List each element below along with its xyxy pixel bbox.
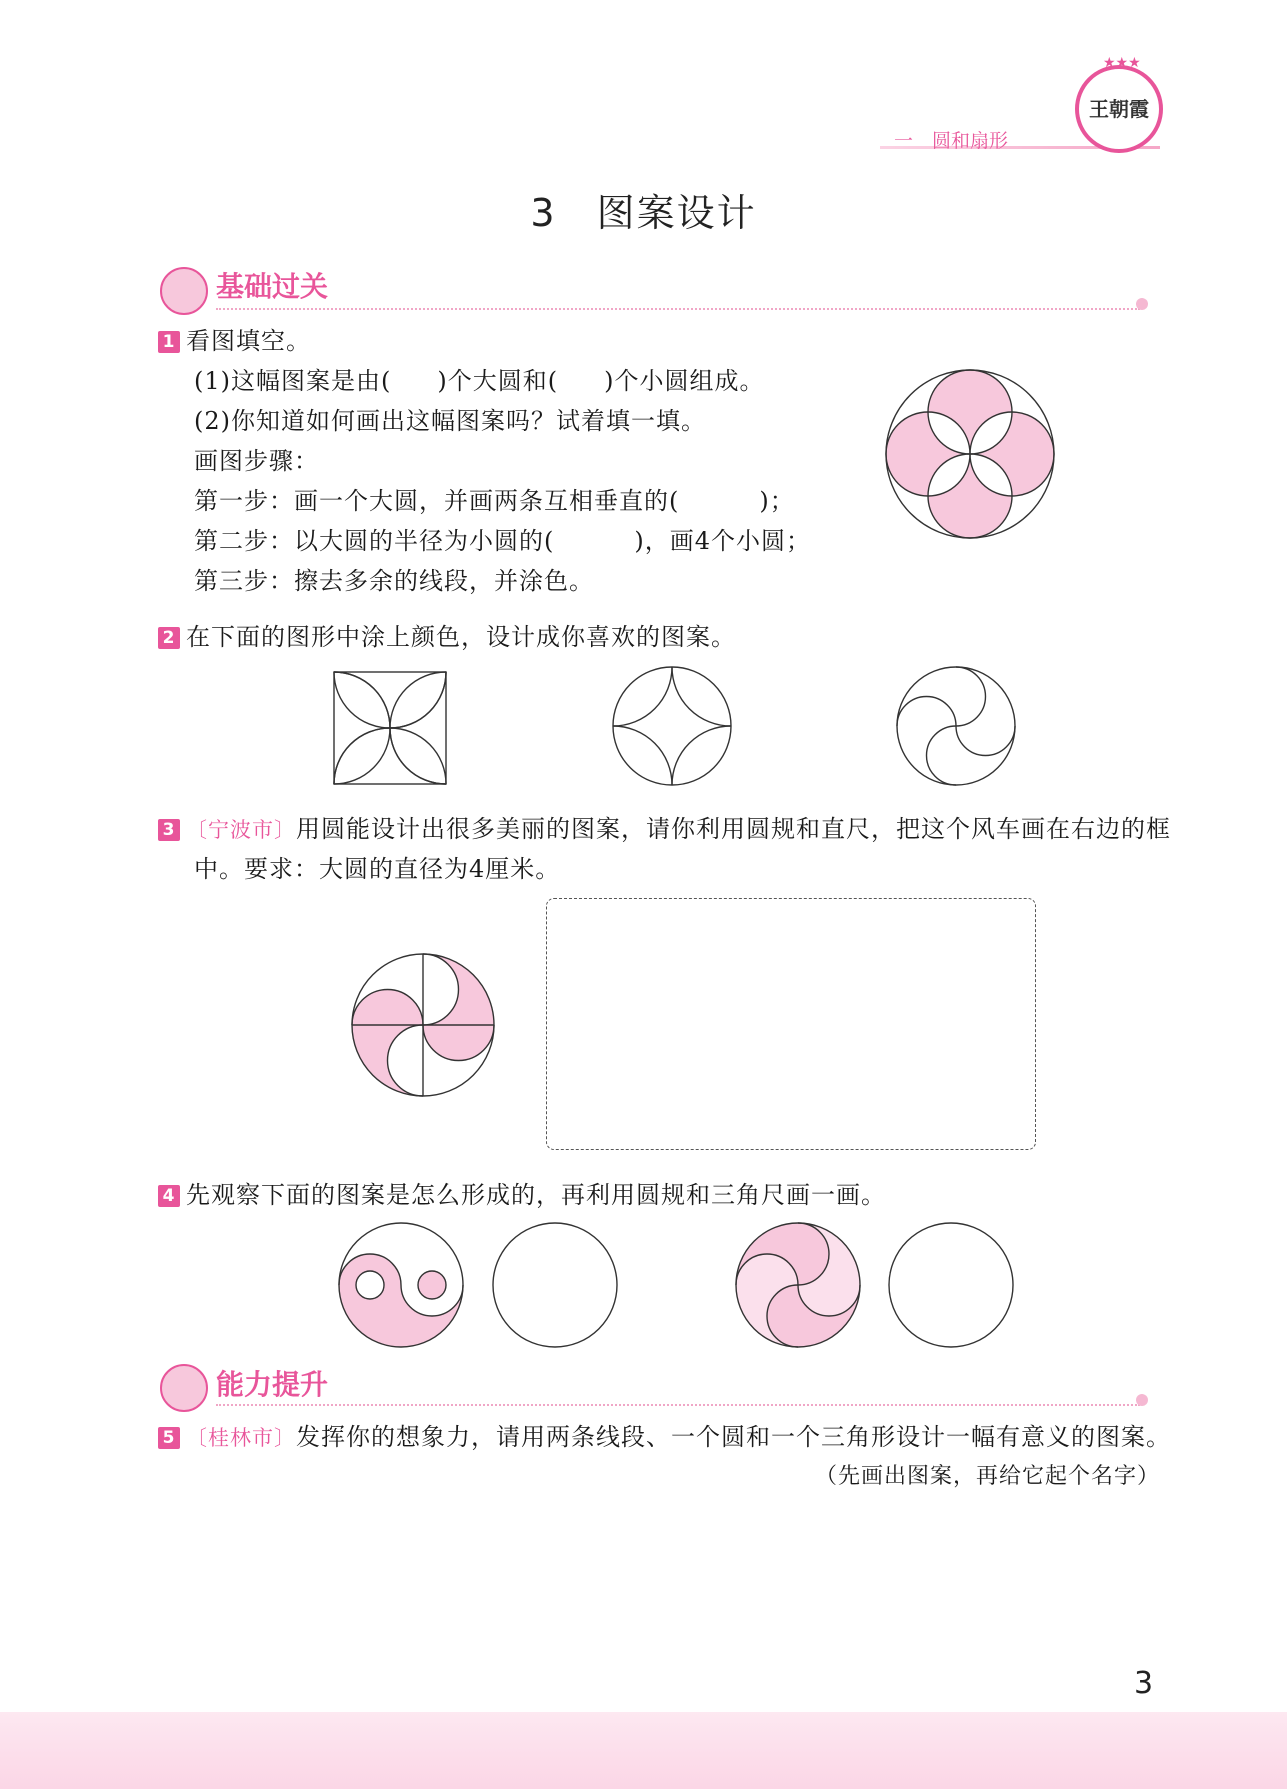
q5-number: 5 — [158, 1427, 180, 1449]
q5-source-tag: 〔桂林市〕 — [186, 1426, 296, 1450]
q5-drawing-area[interactable] — [194, 1500, 1154, 1650]
divider-dot-icon — [1136, 298, 1148, 310]
q1-line3: 画图步骤： — [194, 447, 319, 475]
q4-swirl-figure — [733, 1220, 863, 1350]
q3-drawing-box[interactable] — [546, 898, 1036, 1150]
q2-text: 2 在下面的图形中涂上颜色，设计成你喜欢的图案。 — [158, 622, 736, 652]
brand-logo — [1075, 55, 1163, 153]
q1-flower-figure — [880, 364, 1060, 544]
q2-swirl-figure[interactable] — [894, 664, 1018, 788]
q4-yinyang-figure — [336, 1220, 466, 1350]
q5-line2: （先画出图案，再给它起个名字） — [814, 1464, 1160, 1489]
chapter-label: 一 圆和扇形 — [894, 130, 1009, 152]
q1-step2: 第二步：以大圆的半径为小圆的( )，画4个小圆； — [194, 527, 812, 555]
q5-line1: 5 〔桂林市〕发挥你的想象力，请用两条线段、一个圆和一个三角形设计一幅有意义的图案。 — [158, 1422, 1171, 1453]
q4-blank-circle-2[interactable] — [886, 1220, 1016, 1350]
logo-text: 王朝霞 — [1089, 97, 1149, 121]
section-divider-advanced — [216, 1404, 1140, 1406]
section-icon-advanced — [160, 1364, 208, 1412]
q2-number: 2 — [158, 627, 180, 649]
section-title-advanced: 能力提升 — [216, 1368, 329, 1401]
page-number: 3 — [1134, 1666, 1154, 1701]
q4-number: 4 — [158, 1185, 180, 1207]
footer-band — [0, 1712, 1287, 1789]
q1-number: 1 — [158, 331, 180, 353]
section-title-basic: 基础过关 — [216, 270, 329, 303]
q1-intro: 1 看图填空。 — [158, 326, 311, 356]
section-icon-basic — [160, 267, 208, 315]
q3-source-tag: 〔宁波市〕 — [186, 818, 296, 842]
q3-windmill-figure — [348, 950, 498, 1100]
divider-dot-icon — [1136, 1394, 1148, 1406]
page-title: 3 图案设计 — [530, 191, 757, 235]
q3-number: 3 — [158, 819, 180, 841]
logo-crown-icon: ★★★ — [1103, 55, 1141, 71]
q1-line1: (1)这幅图案是由( )个大圆和( )个小圆组成。 — [194, 367, 765, 395]
q4-blank-circle-1[interactable] — [490, 1220, 620, 1350]
q3-line1: 3 〔宁波市〕用圆能设计出很多美丽的图案，请你利用圆规和直尺，把这个风车画在右边的框 — [158, 814, 1171, 845]
q4-text: 4 先观察下面的图案是怎么形成的，再利用圆规和三角尺画一画。 — [158, 1180, 886, 1210]
q1-step3: 第三步：擦去多余的线段，并涂色。 — [194, 567, 594, 595]
page-header — [880, 55, 1180, 160]
q1-line2: (2)你知道如何画出这幅图案吗？试着填一填。 — [194, 407, 706, 435]
q1-step1: 第一步：画一个大圆，并画两条互相垂直的( )； — [194, 487, 795, 515]
q2-square-figure[interactable] — [330, 668, 450, 788]
q3-line2: 中。要求：大圆的直径为4厘米。 — [194, 855, 561, 883]
q2-star-figure[interactable] — [610, 664, 734, 788]
section-divider-basic — [216, 308, 1140, 310]
